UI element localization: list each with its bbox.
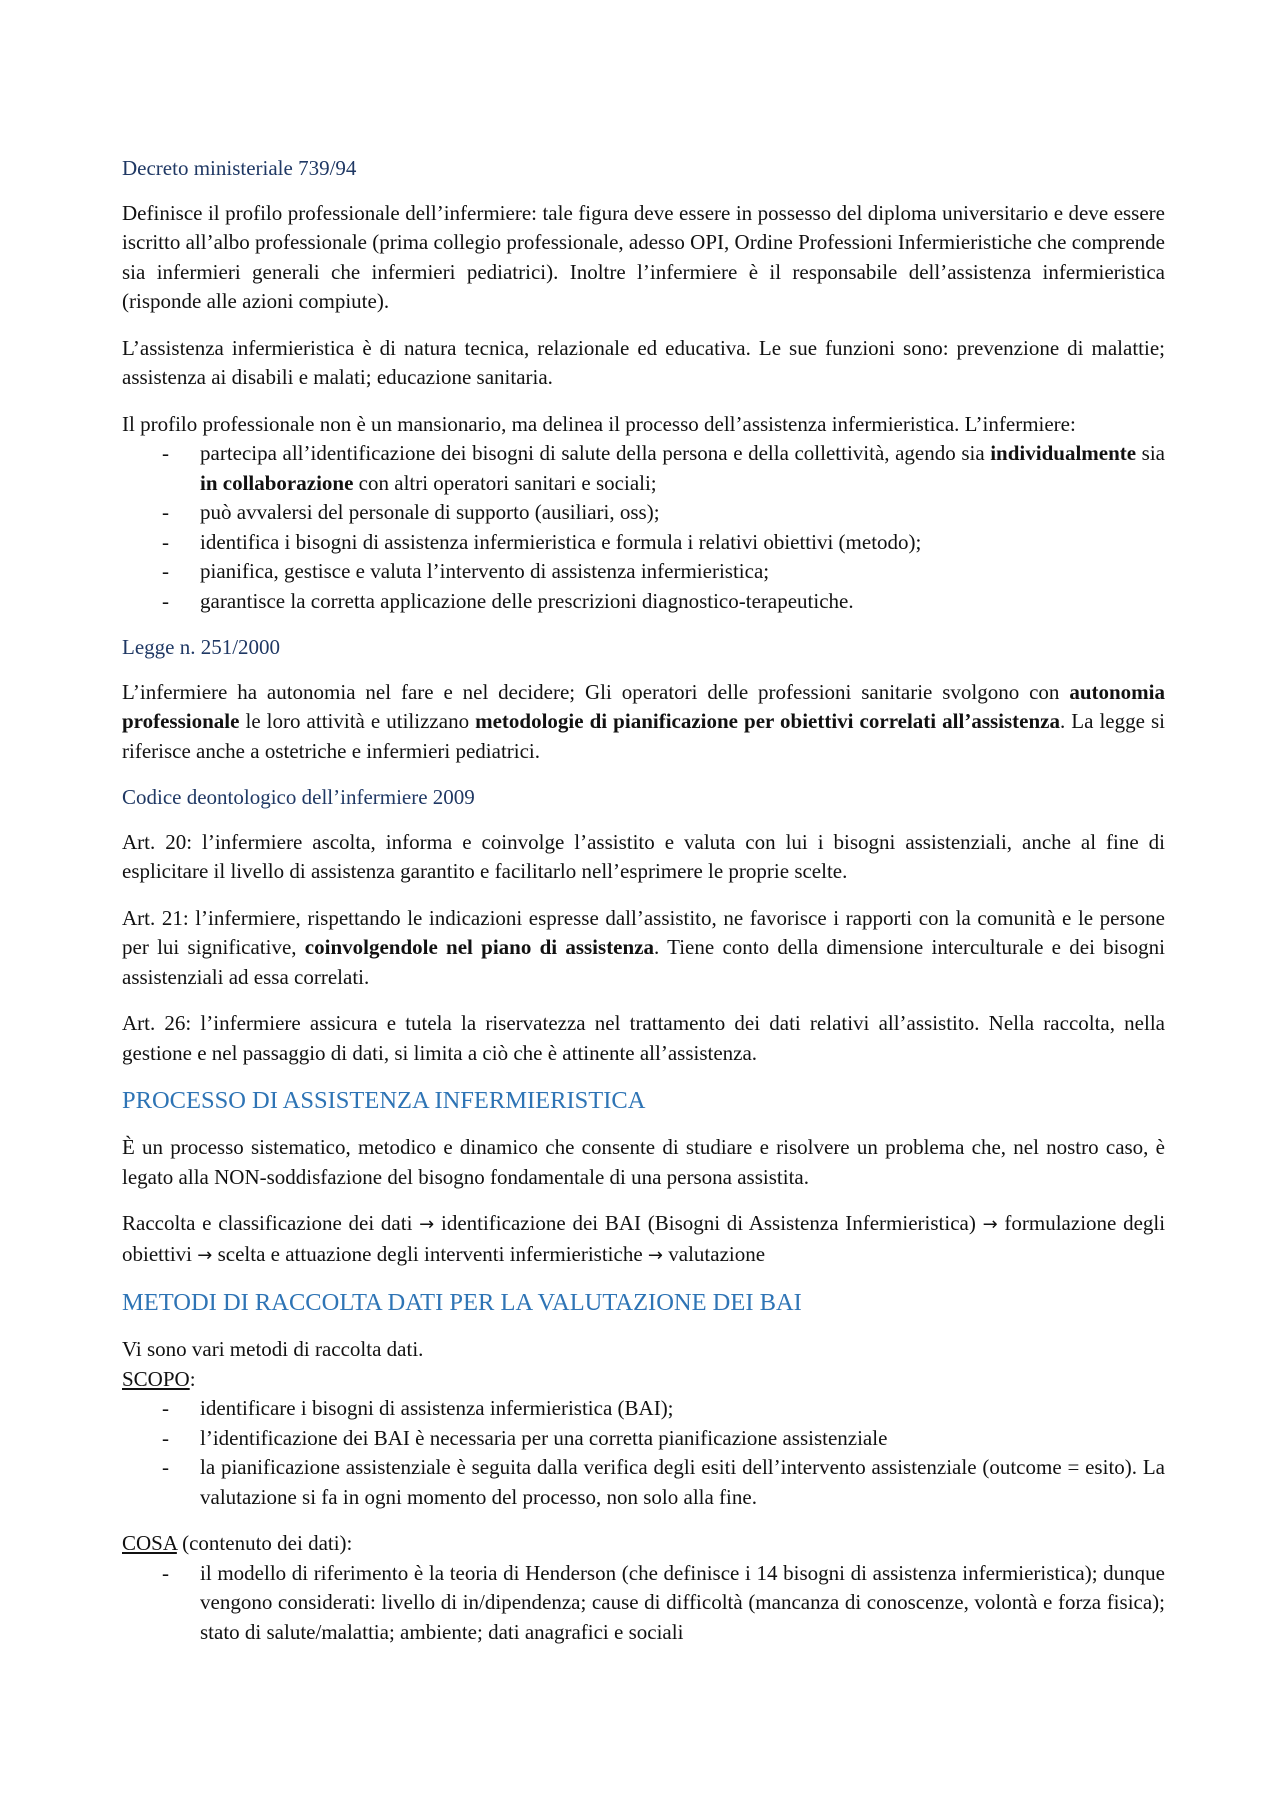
paragraph-art-26: Art. 26: l’infermiere assicura e tutela la riservatezza nel trattamento dei dati relativi all’assistito. Nella raccolta, nella gestione e nel passaggio di dati, si limita a ciò che è attinente all’assistenza. [122,1011,1165,1065]
list-item: - identifica i bisogni di assistenza infermieristica e formula i relativi obiettivi (metodo); [122,528,1165,558]
paragraph-profilo: Definisce il profilo professionale dell’infermiere: tale figura deve essere in possesso del diploma universitario e deve essere iscritto all’albo professionale (prima collegio professionale, adesso OPI, Ordine Professioni Infermieristiche che comprende sia infermieri generali che infermieri pediatrici). Inoltre l’infermiere è il responsabile dell’assistenza infermieristica (risponde alle azioni compiute). [122,200,1165,313]
list-cosa [122,1559,1165,1648]
list-item: - l’identificazione dei BAI è necessaria per una corretta pianificazione assistenziale [122,1424,1165,1454]
arrow-right-icon: → [647,1244,664,1266]
list-infermiere-funzioni [122,439,1165,616]
label-cosa: COSA (contenuto dei dati): [122,1531,353,1555]
arrow-right-icon: → [982,1214,998,1235]
heading-codice: Codice deontologico dell’infermiere 2009 [122,785,475,809]
paragraph-art-21: Art. 21: l’infermiere, rispettando le indicazioni espresse dall’assistito, ne favorisce i rapporti con la comunità e le persone per lui significative, coinvolgendole nel piano di assistenza. Tiene conto della dimensione interculturale e dei bisogni assistenziali ad essa correlati. [122,905,1165,989]
heading-legge: Legge n. 251/2000 [122,635,281,659]
step-5: valutazione [668,1241,766,1266]
step-2: identificazione dei BAI (Bisogni di Assistenza Infermieristica) [440,1211,976,1235]
paragraph-legge: L’infermiere ha autonomia nel fare e nel decidere; Gli operatori delle professioni sanitarie svolgono con autonomia professionale le loro attività e utilizzano metodologie di pianificazione per obiettivi correlati all’assistenza. La legge si riferisce anche a ostetriche e infermieri pediatrici. [122,679,1165,763]
paragraph-natura-assistenza: L’assistenza infermieristica è di natura tecnica, relazionale ed educativa. Le sue funzioni sono: prevenzione di malattie; assistenza ai disabili e malati; educazione sanitaria. [122,335,1165,389]
list-item: - il modello di riferimento è la teoria di Henderson (che definisce i 14 bisogni di assistenza infermieristica); dunque vengono considerati: livello di in/dipendenza; cause di difficoltà (mancanza di conoscenze, volontà e forza fisica); stato di salute/malattia; ambiente; dati anagrafici e sociali [122,1559,1165,1648]
heading-metodi: METODI DI RACCOLTA DATI PER LA VALUTAZIONE DEI BAI [122,1289,802,1316]
heading-processo: PROCESSO DI ASSISTENZA INFERMIERISTICA [122,1087,646,1114]
step-4: scelta e attuazione degli interventi infermieristiche [217,1241,643,1266]
list-item: - partecipa all’identificazione dei bisogni di salute della persona e della collettività, agendo sia individualmente sia in collaborazione con altri operatori sanitari e sociali; [122,439,1165,498]
list-item: - la pianificazione assistenziale è seguita dalla verifica degli esiti dell’intervento assistenziale (outcome = esito). La valutazione si fa in ogni momento del processo, non solo alla fine. [122,1453,1165,1512]
process-steps [122,1209,1165,1270]
list-item: - pianifica, gestisce e valuta l’intervento di assistenza infermieristica; [122,557,1165,587]
step-3: formulazione degli obiettivi [122,1211,1166,1266]
paragraph-art-20: Art. 20: l’infermiere ascolta, informa e coinvolge l’assistito e valuta con lui i bisogni assistenziali, anche al fine di esplicitare il livello di assistenza garantito e facilitarlo nell’esprimere le proprie scelte. [122,829,1165,883]
list-item: - può avvalersi del personale di supporto (ausiliari, oss); [122,498,1165,528]
paragraph-processo: È un processo sistematico, metodico e dinamico che consente di studiare e risolvere un problema che, nel nostro caso, è legato alla NON-soddisfazione del bisogno fondamentale di una persona assistita. [122,1135,1165,1189]
label-scopo: SCOPO: [122,1366,196,1391]
arrow-right-icon: → [419,1214,435,1235]
list-item: - identificare i bisogni di assistenza infermieristica (BAI); [122,1394,1165,1424]
heading-decreto: Decreto ministeriale 739/94 [122,156,357,180]
list-item: - garantisce la corretta applicazione delle prescrizioni diagnostico-terapeutiche. [122,587,1165,617]
paragraph-intro-metodi: Vi sono vari metodi di raccolta dati. [122,1337,424,1361]
arrow-right-icon: → [197,1244,213,1266]
list-scopo [122,1394,1165,1512]
paragraph-mansionario: Il profilo professionale non è un mansionario, ma delinea il processo dell’assistenza infermieristica. L’infermiere: [122,411,1076,436]
step-1: Raccolta e classificazione dei dati [122,1211,413,1235]
